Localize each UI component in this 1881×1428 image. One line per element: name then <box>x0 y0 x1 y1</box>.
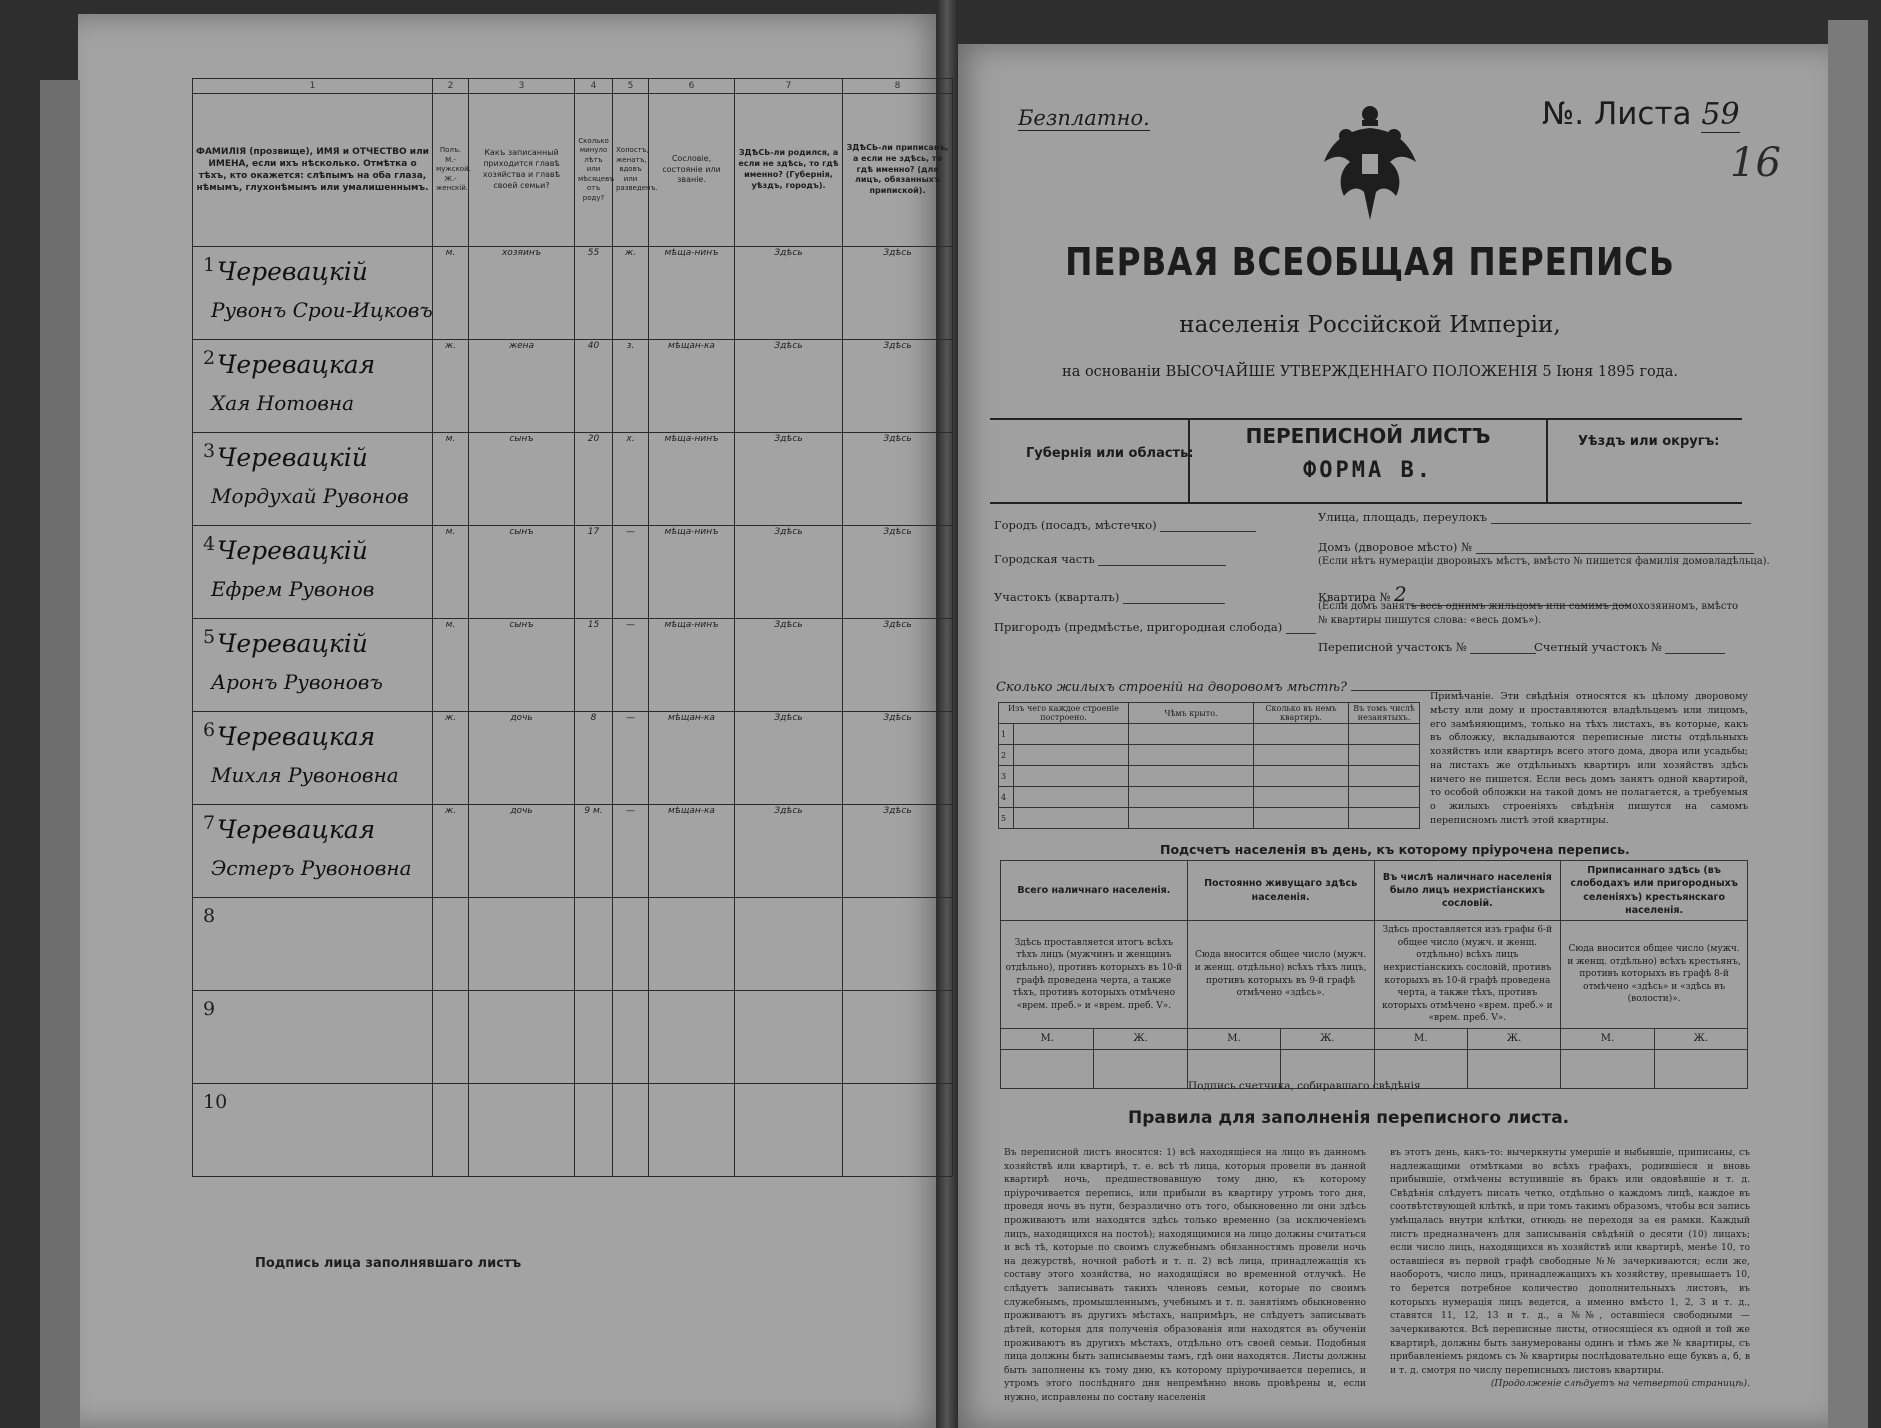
male-label: М. <box>1561 1028 1654 1049</box>
registered-cell: Здѣсь <box>843 433 953 526</box>
col-number: 2 <box>433 79 469 94</box>
buildings-col-vacant: Въ томъ числѣ незанятыхъ. <box>1349 703 1420 724</box>
page-subtitle: населенія Россійской Имперіи, <box>1179 312 1561 338</box>
male-label: М. <box>1001 1028 1094 1049</box>
header-name: ФАМИЛІЯ (прозвище), ИМЯ и ОТЧЕСТВО или ИМЕНА, если ихъ нѣсколько. Отмѣтка о тѣхъ, кто окажется: слѣпымъ на оба глаза, нѣмымъ, глухонѣмымъ или умалишеннымъ. <box>193 94 433 247</box>
row-number: 1 <box>203 254 216 276</box>
suburb-field: Пригородъ (предмѣстье, пригородная слобода) <box>994 620 1316 634</box>
surname: Черевацкій <box>217 443 368 472</box>
count-header-nonchristian: Въ числѣ наличнаго населенія было лицъ нехристіанскихъ сословій. <box>1374 861 1561 921</box>
female-label: Ж. <box>1281 1028 1374 1049</box>
counting-district-field: Счетный участокъ № <box>1534 640 1725 654</box>
age-cell <box>575 991 613 1084</box>
registered-cell: Здѣсь <box>843 619 953 712</box>
row-number: 8 <box>203 905 216 927</box>
relation-cell <box>469 991 575 1084</box>
estate-cell: мѣща-нинъ <box>649 247 735 340</box>
estate-cell: мѣща-нинъ <box>649 619 735 712</box>
age-cell: 15 <box>575 619 613 712</box>
handwritten-side-mark: 16 <box>1730 140 1781 186</box>
col-number: 6 <box>649 79 735 94</box>
age-cell: 17 <box>575 526 613 619</box>
surname: Черевацкій <box>217 257 368 286</box>
table-row <box>193 991 953 1084</box>
male-label: М. <box>1374 1028 1467 1049</box>
building-index: 4 <box>999 787 1014 808</box>
given-name: Рувонъ Срои-Ицковъ <box>211 298 433 322</box>
marital-cell: — <box>613 805 649 898</box>
city-part-field: Городская часть <box>994 552 1226 566</box>
marital-cell <box>613 991 649 1084</box>
given-name: Мордухай Рувонов <box>211 484 409 508</box>
marital-cell: — <box>613 526 649 619</box>
age-cell <box>575 1084 613 1177</box>
sex-cell <box>433 991 469 1084</box>
row-number: 6 <box>203 719 216 741</box>
given-name: Ефрем Рувонов <box>211 577 375 601</box>
uezd-label: Уѣздъ или округъ: <box>1578 434 1720 449</box>
registered-cell <box>843 898 953 991</box>
apartment-value: 2 <box>1394 582 1407 606</box>
free-label: Безплатно. <box>1018 106 1150 130</box>
header-sex: Полъ. М.-мужской. Ж.-женскій. <box>433 94 469 247</box>
buildings-table <box>998 702 1420 829</box>
count-desc-nonchristian: Здѣсь проставляется изъ графы 6-й общее число (мужч. и женщ. отдѣльно) всѣхъ лицъ нехристіанскихъ сословій, противъ которыхъ въ 10-й графѣ проведена черта, а также тѣхъ, противъ которыхъ отмѣчено «врем. преб.» и «врем. преб. V». <box>1374 921 1561 1029</box>
born-cell: Здѣсь <box>735 433 843 526</box>
registered-cell: Здѣсь <box>843 712 953 805</box>
age-cell: 9 м. <box>575 805 613 898</box>
marital-cell <box>613 898 649 991</box>
row-number: 9 <box>203 998 216 1020</box>
surname: Черевацкій <box>217 629 368 658</box>
table-row <box>193 619 953 712</box>
born-cell <box>735 991 843 1084</box>
estate-cell <box>649 1084 735 1177</box>
col-number: 8 <box>843 79 953 94</box>
name-cell <box>193 433 433 526</box>
form-letter: ФОРМА В. <box>1303 458 1433 483</box>
marital-cell <box>613 1084 649 1177</box>
relation-cell: дочь <box>469 712 575 805</box>
age-cell: 55 <box>575 247 613 340</box>
registered-cell <box>843 991 953 1084</box>
house-field: Домъ (дворовое мѣсто) № <box>1318 540 1754 554</box>
table-row <box>193 526 953 619</box>
registered-cell: Здѣсь <box>843 247 953 340</box>
city-field: Городъ (посадъ, мѣстечко) <box>994 518 1256 532</box>
header-relation: Какъ записанный приходится главѣ хозяйства и главѣ своей семьи? <box>469 94 575 247</box>
column-numbers-row <box>193 79 953 94</box>
buildings-col-apartments: Сколько въ немъ квартиръ. <box>1254 703 1349 724</box>
table-row <box>193 340 953 433</box>
estate-cell <box>649 898 735 991</box>
name-cell <box>193 991 433 1084</box>
relation-cell: сынъ <box>469 433 575 526</box>
building-index: 2 <box>999 745 1014 766</box>
marital-cell: х. <box>613 433 649 526</box>
born-cell: Здѣсь <box>735 247 843 340</box>
sex-cell: ж. <box>433 805 469 898</box>
sex-cell: ж. <box>433 712 469 805</box>
sex-cell <box>433 1084 469 1177</box>
col-number: 5 <box>613 79 649 94</box>
table-row <box>193 898 953 991</box>
buildings-col-material: Изъ чего каждое строеніе построено. <box>999 703 1129 724</box>
count-desc-present: Здѣсь проставляется итогъ всѣхъ тѣхъ лицъ (мужчинъ и женщинъ отдѣльно), противъ которыхъ въ 10-й графѣ проведена черта, а также тѣхъ, противъ которыхъ отмѣчено «врем. преб.» и «врем. преб. V». <box>1001 921 1188 1029</box>
registered-cell: Здѣсь <box>843 340 953 433</box>
rules-text-left: Въ переписной листъ вносятся: 1) всѣ находящіеся на лицо въ данномъ хозяйствѣ или квартирѣ, т. е. всѣ тѣ лица, которыя провели въ данной квартирѣ ночь, предшествовавшую тому дню, къ которому пріурочивается перепись, или прибыли въ квартиру утромъ того дня, проведя ночь въ пути, безразлично отъ того, обыкновенно ли они здѣсь проживаютъ или находятся здѣсь только временно (за исключеніемъ лицъ, находящихся на постоѣ); находящимися на лицо должны считаться и всѣ тѣ, которые по своимъ служебнымъ обязанностямъ провели ночь на дежурствѣ, ночной работѣ и т. п. 2) всѣ лица, принадлежащія къ составу этого хозяйства, но находящіяся во временной отлучкѣ. Не слѣдуетъ записывать такихъ членовъ семьи, которые по своимъ служебнымъ, промышленнымъ, учебнымъ и т. п. занятіямъ обыкновенно проживаютъ въ другихъ мѣстахъ, напримѣръ, не слѣдуетъ записывать дѣтей, которыя для полученія образованія или находятся въ обученіи проживаютъ въ другихъ мѣстахъ, отдѣльно отъ своей семьи. Подобныя лица должны быть записываемы тамъ, гдѣ они находятся. Листы должны быть заполнены къ тому дню, къ которому пріурочивается перепись, и утромъ этого послѣдняго дня непремѣнно вновь провѣрены и, если нужно, исправлены по составу населенія <box>1004 1147 1366 1403</box>
relation-cell <box>469 1084 575 1177</box>
age-cell: 40 <box>575 340 613 433</box>
sex-cell <box>433 898 469 991</box>
count-header-present: Всего наличнаго населенія. <box>1001 861 1188 921</box>
count-desc-permanent: Сюда вносится общее число (мужч. и женщ. отдѣльно) всѣхъ тѣхъ лицъ, противъ которыхъ въ 9-й графѣ отмѣчено «здѣсь». <box>1187 921 1374 1029</box>
buildings-question: Сколько жилыхъ строеній на дворовомъ мѣстѣ? <box>996 680 1461 695</box>
double-headed-eagle-emblem <box>1318 100 1422 228</box>
census-district-field: Переписной участокъ № <box>1318 640 1536 654</box>
given-name: Аронъ Рувоновъ <box>211 670 383 694</box>
left-stack-edge <box>40 80 80 1428</box>
age-cell: 8 <box>575 712 613 805</box>
born-cell: Здѣсь <box>735 526 843 619</box>
header-marital: Холостъ, женатъ, вдовъ или разведенъ. <box>613 94 649 247</box>
relation-cell: дочь <box>469 805 575 898</box>
sex-cell: ж. <box>433 340 469 433</box>
gubernia-label: Губернія или область: <box>1026 446 1194 461</box>
relation-cell: жена <box>469 340 575 433</box>
row-number: 2 <box>203 347 216 369</box>
estate-cell <box>649 991 735 1084</box>
name-cell <box>193 805 433 898</box>
registered-cell: Здѣсь <box>843 526 953 619</box>
marital-cell: ж. <box>613 247 649 340</box>
registered-cell <box>843 1084 953 1177</box>
col-number: 1 <box>193 79 433 94</box>
estate-cell: мѣщан-ка <box>649 712 735 805</box>
count-desc-peasant: Сюда вносится общее число (мужч. и женщ. отдѣльно) всѣхъ крестьянъ, противъ которыхъ въ графѣ 8-й отмѣчено «здѣсь» и «здѣсь въ (волости)». <box>1561 921 1748 1029</box>
census-table <box>192 78 953 1177</box>
marital-cell: — <box>613 619 649 712</box>
born-cell <box>735 1084 843 1177</box>
row-number: 10 <box>203 1091 228 1113</box>
header-age: Сколько минуло лѣтъ или мѣсяцевъ отъ роду? <box>575 94 613 247</box>
sex-cell: м. <box>433 247 469 340</box>
male-label: М. <box>1187 1028 1280 1049</box>
buildings-col-roof: Чѣмъ крыто. <box>1129 703 1254 724</box>
sex-cell: м. <box>433 433 469 526</box>
name-cell <box>193 619 433 712</box>
table-row <box>193 247 953 340</box>
given-name: Хая Нотовна <box>211 391 354 415</box>
row-number: 3 <box>203 440 216 462</box>
relation-cell: сынъ <box>469 619 575 712</box>
age-cell <box>575 898 613 991</box>
col-number: 7 <box>735 79 843 94</box>
apartment-field: Квартира № 2 <box>1318 582 1630 606</box>
name-cell <box>193 340 433 433</box>
relation-cell <box>469 898 575 991</box>
sex-cell: м. <box>433 526 469 619</box>
legal-basis: на основаніи ВЫСОЧАЙШЕ УТВЕРЖДЕННАГО ПОЛОЖЕНІЯ 5 Іюня 1895 года. <box>1062 364 1678 380</box>
born-cell: Здѣсь <box>735 805 843 898</box>
rules-text-right <box>1390 1146 1750 1391</box>
row-number: 4 <box>203 533 216 555</box>
row-number: 7 <box>203 812 216 834</box>
surname: Черевацкій <box>217 536 368 565</box>
born-cell: Здѣсь <box>735 340 843 433</box>
registered-cell: Здѣсь <box>843 805 953 898</box>
rules-footer: (Продолженіе слѣдуетъ на четвертой страницѣ). <box>1490 1378 1750 1390</box>
born-cell: Здѣсь <box>735 619 843 712</box>
female-label: Ж. <box>1467 1028 1560 1049</box>
building-index: 1 <box>999 724 1014 745</box>
signer-label: Подпись лица заполнявшаго листъ <box>255 1256 522 1271</box>
buildings-note: Примѣчаніе. Эти свѣдѣнія относятся къ цѣлому дворовому мѣсту или дому и проставляются владѣльцемъ или лицомъ, его замѣняющимъ, только на тѣхъ листахъ, въ которые, какъ въ обложку, вкладываются переписные листы отдѣльныхъ хозяйствъ или квартиръ всего этого дома, двора или усадьбы; на листахъ же отдѣльныхъ квартиръ или хозяйствъ здѣсь ничего не пишется. Если весь домъ занятъ одной квартирой, то особой обложки на такой домъ не полагается, а требуемыя о жилыхъ строеніяхъ свѣдѣнія пишутся на самомъ переписномъ листѣ этой квартиры. <box>1430 691 1748 826</box>
name-cell <box>193 898 433 991</box>
given-name: Михля Рувоновна <box>211 763 399 787</box>
surname: Черевацкая <box>217 722 376 751</box>
table-row <box>193 805 953 898</box>
population-count-table <box>1000 860 1748 1089</box>
header-registered: ЗДѢСЬ-ли приписанъ, а если не здѣсь, то гдѣ именно? (для лицъ, обязанныхъ припиской). <box>843 94 953 247</box>
row-number: 5 <box>203 626 216 648</box>
building-index: 5 <box>999 808 1014 829</box>
estate-cell: мѣщан-ка <box>649 340 735 433</box>
born-cell <box>735 898 843 991</box>
age-cell: 20 <box>575 433 613 526</box>
stacked-pages-edge <box>1828 20 1868 1428</box>
header-row <box>193 94 953 247</box>
sheet-number-label: №. Листа <box>1542 96 1692 132</box>
form-name: ПЕРЕПИСНОЙ ЛИСТЪ <box>1245 424 1491 448</box>
col-number: 4 <box>575 79 613 94</box>
name-cell <box>193 712 433 805</box>
name-cell <box>193 247 433 340</box>
table-row <box>193 433 953 526</box>
estate-cell: мѣщан-ка <box>649 805 735 898</box>
surname: Черевацкая <box>217 815 376 844</box>
page-title: ПЕРВАЯ ВСЕОБЩАЯ ПЕРЕПИСЬ <box>1065 240 1675 284</box>
header-estate: Сословіе, состояніе или званіе. <box>649 94 735 247</box>
header-born: ЗДѢСЬ-ли родился, а если не здѣсь, то гдѣ именно? (Губернія, уѣздъ, городъ). <box>735 94 843 247</box>
house-note: (Если нѣтъ нумераціи дворовыхъ мѣстъ, вмѣсто № пишется фамилія домовладѣльца). <box>1318 556 1770 567</box>
table-row <box>193 712 953 805</box>
sex-cell: м. <box>433 619 469 712</box>
rules-text-right-body: въ этотъ день, какъ-то: вычеркнуты умершіе и выбывшіе, приписаны, съ надлежащими отмѣтками во всѣхъ графахъ, родившіеся и вновь прибывшіе, отмѣчены вступившіе въ бракъ или овдовѣвшіе и т. д. Свѣдѣнія слѣдуетъ писать четко, отдѣльно о каждомъ лицѣ, каждое въ соотвѣтствующей клѣткѣ, и при томъ такимъ образомъ, чтобы вся запись умѣщалась внутри клѣтки, отнюдь не переходя за ея рамки. Каждый листъ предназначенъ для записыванія свѣдѣній о десяти (10) лицахъ; если число лицъ, находящихся въ хозяйствѣ или квартирѣ, менѣе 10, то оставшіеся въ первой графѣ свободные №№ зачеркиваются; если же, наоборотъ, число лицъ, принадлежащихъ къ хозяйству, превышаетъ 10, то берется потребное количество дополнительныхъ листовъ, въ которыхъ нумерація лицъ ведется, а именно вмѣсто 1, 2, 3 и т. д., ставятся 11, 12, 13 и т. д., а №№, оставшіеся свободными — зачеркиваются. Всѣ переписные листы, относящіеся къ одной и той же квартирѣ, должны быть занумерованы одинъ и тѣмъ же № квартиры, съ прибавленіемъ рядомъ съ № квартиры послѣдовательно еще буквъ а, б, в и т. д. смотря по числу переписныхъ листовъ квартиры. <box>1390 1147 1750 1376</box>
relation-cell: хозяинъ <box>469 247 575 340</box>
surname: Черевацкая <box>217 350 376 379</box>
district-field: Участокъ (кварталъ) <box>994 590 1225 604</box>
apartment-note: (Если домъ занятъ весь однимъ жильцомъ или самимъ домохозяиномъ, вмѣсто № квартиры пишутся слова: «весь домъ»). <box>1318 601 1739 626</box>
sheet-number <box>1542 96 1740 132</box>
counter-signature-field: Подпись счетчика, собиравшаго свѣдѣнія <box>1188 1080 1674 1092</box>
born-cell: Здѣсь <box>735 712 843 805</box>
marital-cell: — <box>613 712 649 805</box>
estate-cell: мѣща-нинъ <box>649 433 735 526</box>
estate-cell: мѣща-нинъ <box>649 526 735 619</box>
relation-cell: сынъ <box>469 526 575 619</box>
sheet-number-value: 59 <box>1701 97 1740 132</box>
count-title: Подсчетъ населенія въ день, къ которому пріурочена перепись. <box>1160 842 1630 857</box>
building-index: 3 <box>999 766 1014 787</box>
female-label: Ж. <box>1654 1028 1747 1049</box>
name-cell <box>193 1084 433 1177</box>
rules-title: Правила для заполненія переписного листа. <box>1128 1108 1570 1128</box>
count-header-permanent: Постоянно живущаго здѣсь населенія. <box>1187 861 1374 921</box>
count-header-peasant: Приписаннаго здѣсь (въ слободахъ или пригородныхъ селеніяхъ) крестьянскаго населенія. <box>1561 861 1748 921</box>
female-label: Ж. <box>1094 1028 1187 1049</box>
marital-cell: з. <box>613 340 649 433</box>
col-number: 3 <box>469 79 575 94</box>
name-cell <box>193 526 433 619</box>
street-field: Улица, площадь, переулокъ <box>1318 510 1751 524</box>
given-name: Эстеръ Рувоновна <box>211 856 412 880</box>
table-row <box>193 1084 953 1177</box>
